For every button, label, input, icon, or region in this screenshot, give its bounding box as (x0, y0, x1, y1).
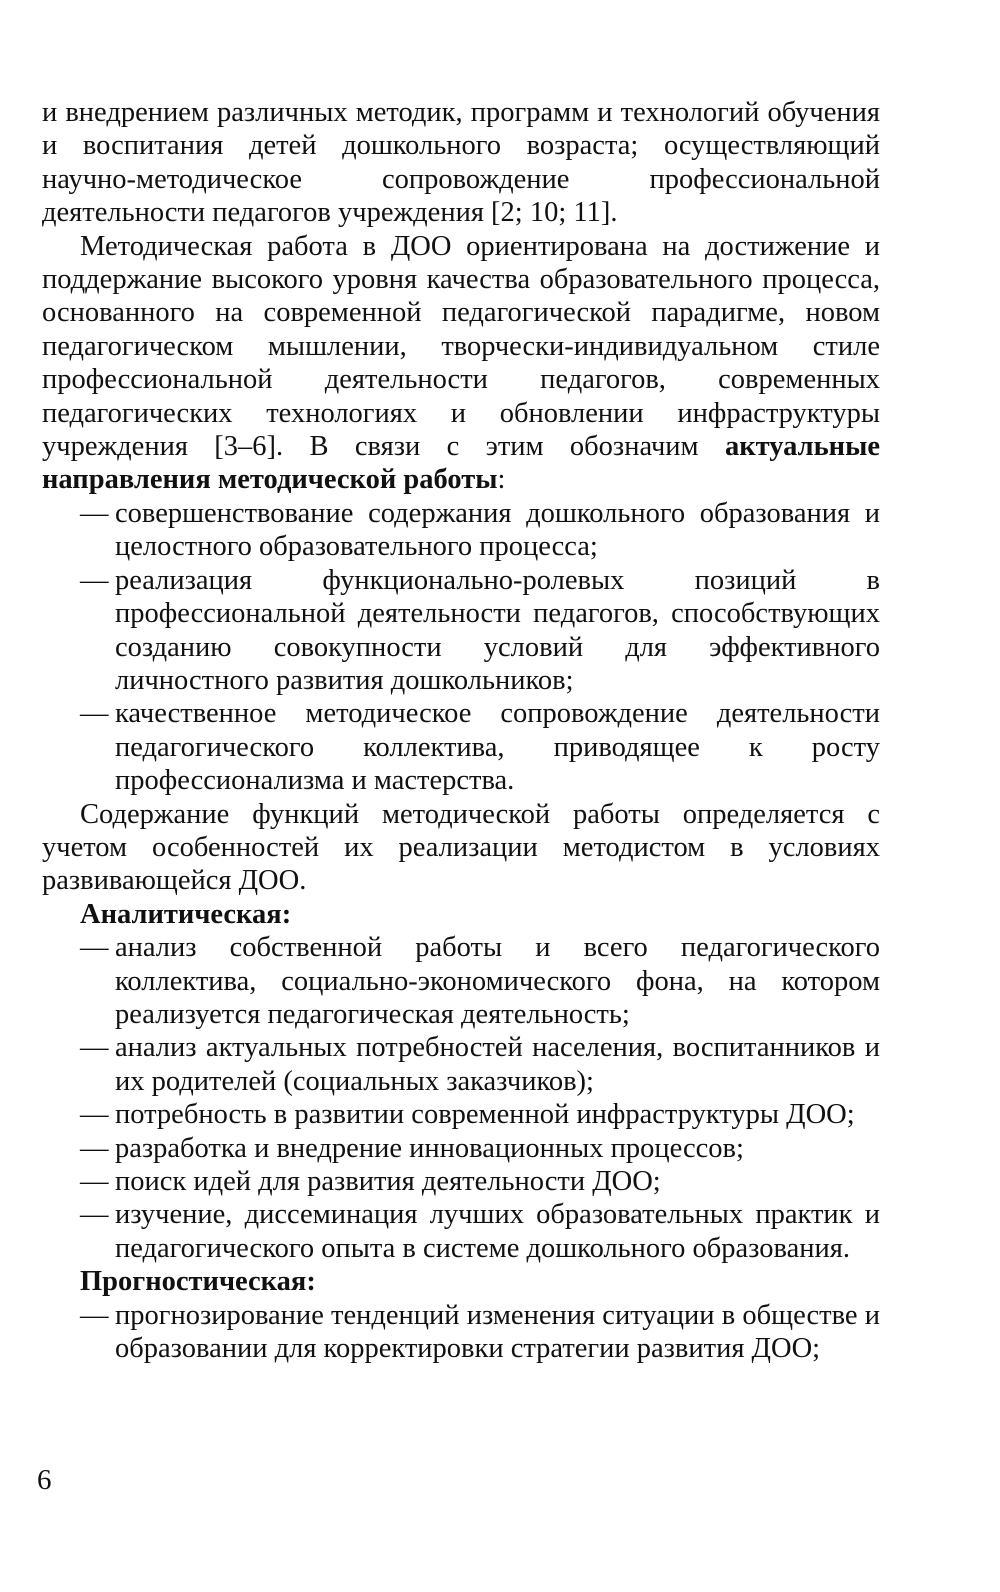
page-number: 6 (37, 1464, 52, 1496)
functions-paragraph: Содержание функций методической работы определяется с учетом особенностей их реализации методистом в условиях развивающейся ДОО. (42, 798, 880, 897)
paragraph-colon: : (497, 464, 506, 496)
prognostic-list (42, 1299, 880, 1366)
list-item: — поиск идей для развития деятельности ДОО; (42, 1165, 880, 1198)
list-item: — совершенствование содержания дошкольного образования и целостного образовательного процесса; (42, 497, 880, 564)
analytic-list (42, 931, 880, 1265)
key-directions-term: актуальные направления методической работы (42, 431, 880, 496)
list-item: — изучение, диссеминация лучших образовательных практик и педагогического опыта в системе дошкольного образования. (42, 1198, 880, 1265)
prognostic-heading: Прогностическая: (80, 1266, 316, 1298)
list-item: — анализ актуальных потребностей населения, воспитанников и их родителей (социальных заказчиков); (42, 1031, 880, 1098)
page-body (42, 96, 880, 1365)
list-item: — реализация функционально-ролевых позиций в профессиональной деятельности педагогов, способствующих созданию совокупности условий для эффективного личностного развития дошкольников; (42, 564, 880, 698)
list-item: — качественное методическое сопровождение деятельности педагогического коллектива, приводящее к росту профессионализма и мастерства. (42, 697, 880, 797)
list-item: — потребность в развитии современной инфраструктуры ДОО; (42, 1098, 880, 1131)
directions-list (42, 497, 880, 798)
paragraph-text: Методическая работа в ДОО ориентирована на достижение и поддержание высокого уровня качества образовательного процесса, основанного на современной педагогической парадигме, новом педагогическом мышлении, творчески-индивидуальном стиле профессиональной деятельности педагогов, современных педагогических технологиях и обновлении инфраструктуры учреждения [3–6]. В связи с этим обозначим (42, 230, 880, 463)
intro-paragraph: и внедрением различных методик, программ и технологий обучения и воспитания детей дошкольного возраста; осуществляющий научно-методическое сопровождение профессиональной деятельности педагогов учреждения [2; 10; 11]. (42, 97, 880, 229)
list-item: — прогнозирование тенденций изменения ситуации в обществе и образовании для корректировки стратегии развития ДОО; (42, 1299, 880, 1366)
analytic-heading: Аналитическая: (80, 898, 292, 930)
list-item: — разработка и внедрение инновационных процессов; (42, 1132, 880, 1165)
list-item: — анализ собственной работы и всего педагогического коллектива, социально-экономического фона, на котором реализуется педагогическая деятельность; (42, 931, 880, 1031)
methodical-work-paragraph (42, 230, 880, 497)
